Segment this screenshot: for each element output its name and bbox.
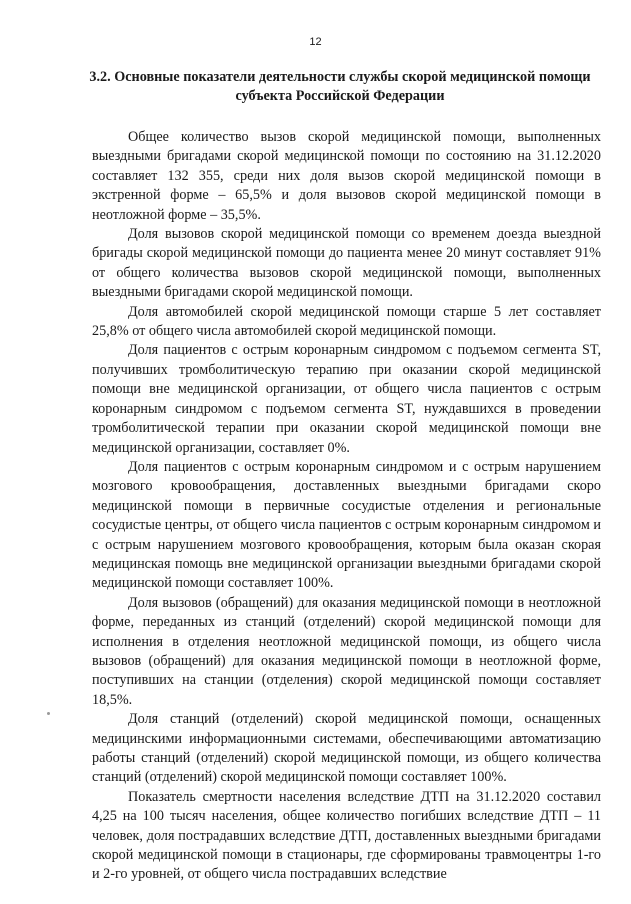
section-title: 3.2. Основные показатели деятельности службы скорой медицинской помощи субъекта Российской Федерации	[89, 69, 591, 104]
paragraph-thrombolytic-therapy: Доля пациентов с острым коронарным синдромом с подъемом сегмента ST, получивших тромболитическую терапию при оказании скорой медицинской помощи вне медицинской организации, от общего числа пациентов с острым коронарным синдромом с подъемом сегмента ST, нуждавшихся в проведении тромболитической терапии при оказании скорой медицинской помощи вне медицинской организации, составляет 0%.	[92, 342, 601, 456]
paragraph-vascular-centers: Доля пациентов с острым коронарным синдромом и с острым нарушением мозгового кровообращения, доставленных выездными бригадами скоро медицинской помощи в первичные сосудистые отделения и региональные сосудистые центры, от общего числа пациентов с острым коронарным синдромом и с острым нарушением мозгового кровообращения, которым была оказан скорая медицинская помощь вне медицинской организации выездными бригадами скорой медицинской помощи составляет 100%.	[92, 458, 601, 592]
paragraph-total-calls: Общее количество вызов скорой медицинской помощи, выполненных выездными бригадами скорой медицинской помощи по состоянию на 31.12.2020 составляет 132 355, среди них доля вызов скорой медицинской помощи в экстренной форме – 65,5% и доля вызовов скорой медицинской помощи в неотложной форме – 35,5%.	[92, 129, 601, 223]
paragraph-vehicle-age: Доля автомобилей скорой медицинской помощи старше 5 лет составляет 25,8% от общего числа автомобилей скорой медицинской помощи.	[92, 303, 601, 340]
body-text	[92, 128, 601, 885]
paragraph-arrival-time: Доля вызовов скорой медицинской помощи со временем доезда выездной бригады скорой медицинской помощи до пациента менее 20 минут составляет 91% от общего количества вызовов скорой медицинской помощи, выполненных выездными бригадами скорой медицинской помощи.	[92, 226, 601, 301]
page-number: 12	[309, 36, 322, 48]
paragraph-non-urgent-calls: Доля вызовов (обращений) для оказания медицинской помощи в неотложной форме, переданных из станций (отделений) скорой медицинской помощи для исполнения в отделения неотложной медицинской помощи, из общего числа вызовов (обращений) для оказания медицинской помощи в неотложной форме, поступивших на станции (отделения) скорой медицинской помощи составляет 18,5%.	[92, 594, 601, 708]
paragraph-road-accidents: Показатель смертности населения вследствие ДТП на 31.12.2020 составил 4,25 на 100 тысяч населения, общее количество погибших вследствие ДТП – 11 человек, доля пострадавших вследствие ДТП, доставленных выездными бригадами скорой медицинской помощи в стационары, где сформированы травмоцентры 1-го и 2-го уровней, от общего числа пострадавших вследствие	[92, 788, 601, 883]
paragraph-information-systems: Доля станций (отделений) скорой медицинской помощи, оснащенных медицинскими информационными системами, обеспечивающими автоматизацию работы станций (отделений) скорой медицинской помощи, из общего количества станций (отделений) скорой медицинской помощи составляет 100%.	[92, 711, 601, 786]
scan-dot-mark	[47, 712, 50, 715]
